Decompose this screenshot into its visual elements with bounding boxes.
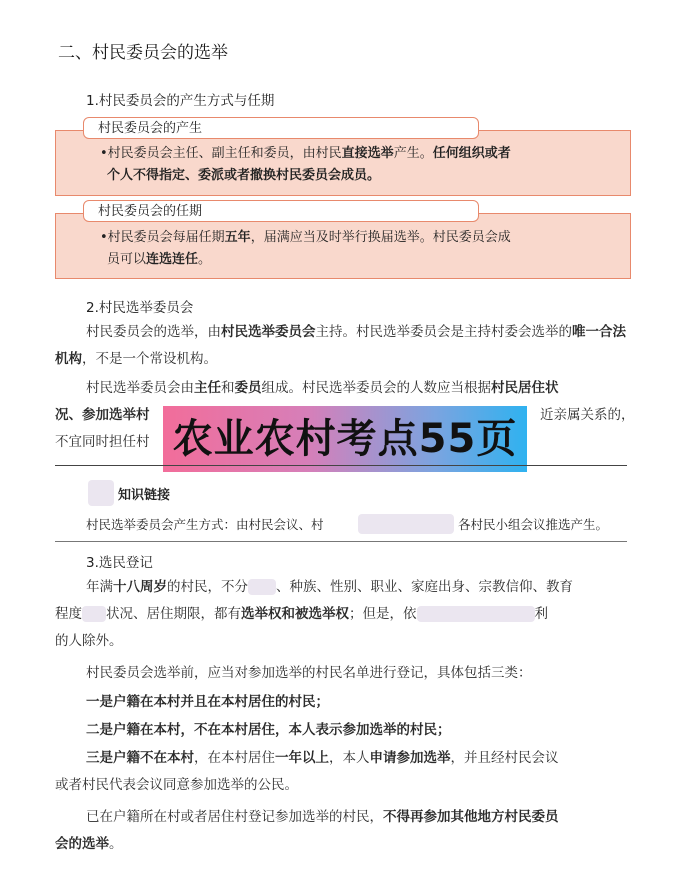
paragraph-2: 村民选举委员会由主任和委员组成。村民选举委员会的人数应当根据村民居住状 [86, 380, 559, 396]
section-title: 二、村民委员会的选举 [58, 43, 228, 63]
subsection-title-3: 3.选民登记 [86, 555, 153, 571]
paragraph-2-line-3: 不宜同时担任村 [55, 434, 150, 450]
blurred-region [358, 514, 454, 534]
box1-text: •村民委员会主任、副主任和委员，由村民直接选举产生。任何组织或者 个人不得指定、委派或者撤换村民委员会成员。 [100, 146, 511, 183]
paragraph-3-line-3: 的人除外。 [55, 633, 123, 649]
paragraph-3-line-2: 程度 状况、居住期限，都有选举权和被选举权；但是，依 利 [55, 606, 548, 622]
knowledge-link-label: 知识链接 [118, 488, 171, 503]
subsection-title-1: 1.村民委员会的产生方式与任期 [86, 93, 275, 109]
paragraph-3: 年满十八周岁的村民，不分 、种族、性别、职业、家庭出身、宗教信仰、教育 [86, 579, 573, 595]
box2-text: •村民委员会每届任期五年，届满应当及时举行换届选举。村民委员会成 员可以连选连任。 [100, 230, 511, 267]
divider-top [55, 465, 627, 466]
box-tab-2: 村民委员会的任期 [83, 200, 479, 222]
paragraph-5-line-2: 会的选举。 [55, 836, 123, 852]
subsection-title-2: 2.村民选举委员会 [86, 300, 194, 316]
divider-bottom [55, 541, 627, 542]
list-item-3-line-2: 或者村民代表会议同意参加选举的公民。 [55, 777, 298, 793]
paragraph-2-line-2-right: 近亲属关系的， [540, 407, 635, 423]
knowledge-icon [88, 480, 114, 506]
paragraph-5: 已在户籍所在村或者居住村登记参加选举的村民，不得再参加其他地方村民委员 [86, 809, 559, 825]
knowledge-text-right: 各村民小组会议推选产生。 [458, 517, 609, 532]
list-item-3: 三是户籍不在本村，在本村居住一年以上，本人申请参加选举，并且经村民会议 [86, 750, 559, 766]
box-tab-1: 村民委员会的产生 [83, 117, 479, 139]
paragraph-1: 村民委员会的选举，由村民选举委员会主持。村民选举委员会是主持村委会选举的唯一合法机构，不是一个常设机构。 [55, 324, 626, 367]
knowledge-text-left: 村民选举委员会产生方式：由村民会议、村 [86, 517, 324, 532]
paragraph-2-line-2: 况、参加选举村 [55, 407, 150, 423]
list-item-2: 二是户籍在本村，不在本村居住，本人表示参加选举的村民； [86, 722, 451, 738]
promo-banner-text: 农业农村考点55页 [172, 416, 518, 462]
paragraph-4: 村民委员会选举前，应当对参加选举的村民名单进行登记，具体包括三类： [86, 665, 532, 681]
list-item-1: 一是户籍在本村并且在本村居住的村民； [86, 694, 329, 710]
